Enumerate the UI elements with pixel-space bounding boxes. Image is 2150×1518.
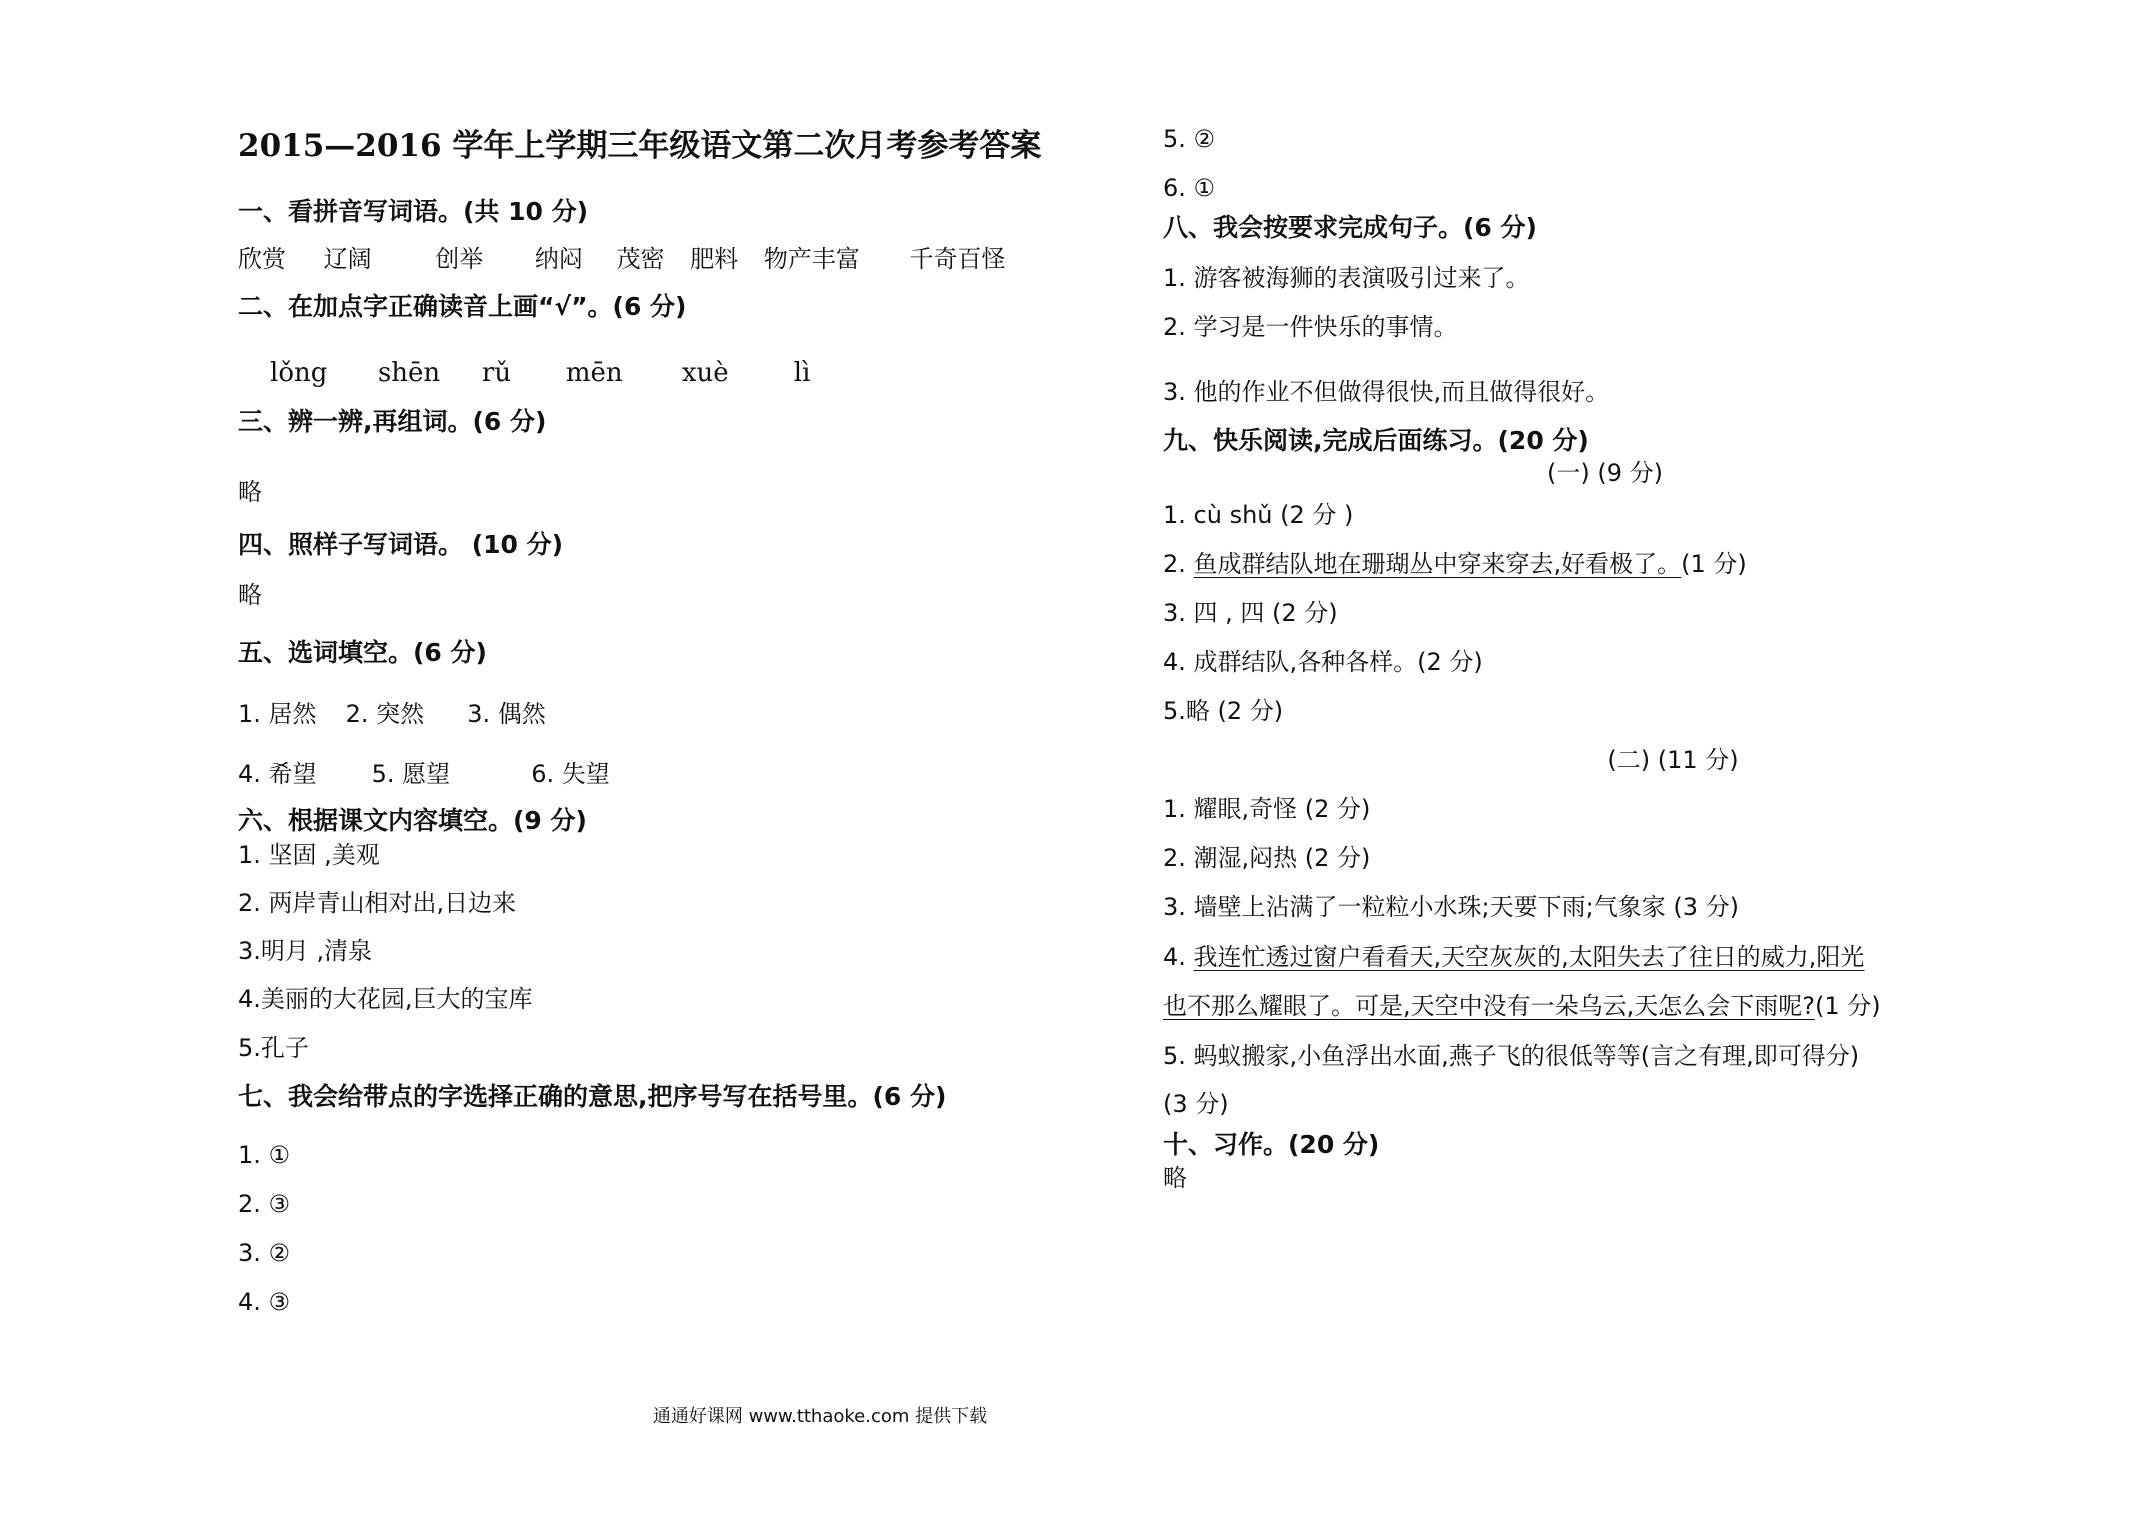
section-6-heading: 六、根据课文内容填空。(9 分) — [238, 806, 587, 835]
section-6-item-5: 5.孔子 — [238, 1034, 309, 1062]
section-1-words — [238, 244, 1005, 274]
section-7-item-2: 2. ③ — [238, 1190, 291, 1218]
reading-1-item-5: 5.略 (2 分) — [1163, 697, 1284, 725]
pinyin-1: lǒng — [270, 358, 328, 388]
section-3-answer: 略 — [238, 478, 262, 506]
reading-2-item-5-line-1: 5. 蚂蚁搬家,小鱼浮出水面,燕子飞的很低等等(言之有理,即可得分) — [1163, 1042, 1860, 1070]
section-1-heading: 一、看拼音写词语。(共 10 分) — [238, 197, 589, 226]
section-6-item-3: 3.明月 ,清泉 — [238, 937, 373, 965]
reading-2-item-1: 1. 耀眼,奇怪 (2 分) — [1163, 795, 1371, 823]
pinyin-6: lì — [793, 358, 811, 388]
section-5-heading: 五、选词填空。(6 分) — [238, 638, 487, 667]
reading-2-item-4-line-2 — [1163, 991, 1881, 1021]
section-2-heading: 二、在加点字正确读音上画“√”。(6 分) — [238, 292, 687, 321]
choice-1: 1. 居然 — [238, 700, 317, 728]
section-5-row-2 — [238, 759, 610, 789]
section-8-item-2: 2. 学习是一件快乐的事情。 — [1163, 313, 1458, 341]
section-6-item-4: 4.美丽的大花园,巨大的宝库 — [238, 985, 533, 1013]
reading-part-2-label: (二) (11 分) — [1607, 746, 1739, 774]
reading-2-item-4-line-1 — [1163, 942, 1864, 972]
reading-part-1-label: (一) (9 分) — [1547, 459, 1663, 487]
section-6-item-1: 1. 坚固 ,美观 — [238, 841, 380, 869]
section-4-answer: 略 — [238, 581, 262, 609]
section-10-heading: 十、习作。(20 分) — [1163, 1130, 1380, 1159]
page-title: 2015—2016 学年上学期三年级语文第二次月考参考答案 — [238, 128, 1042, 164]
section-9-heading: 九、快乐阅读,完成后面练习。(20 分) — [1163, 426, 1589, 455]
footer-credit: 通通好课网 www.tthaoke.com 提供下载 — [652, 1406, 988, 1427]
section-7-heading: 七、我会给带点的字选择正确的意思,把序号写在括号里。(6 分) — [238, 1082, 947, 1111]
reading-1-item-2-underlined: 鱼成群结队地在珊瑚丛中穿来穿去,好看极了。 — [1193, 550, 1682, 578]
section-7-item-1: 1. ① — [238, 1141, 291, 1169]
word-7: 物产丰富 — [763, 245, 860, 273]
choice-4: 4. 希望 — [238, 760, 317, 788]
section-6-item-2: 2. 两岸青山相对出,日边来 — [238, 889, 517, 917]
word-1: 欣赏 — [238, 245, 286, 273]
reading-2-item-5-line-2: (3 分) — [1163, 1090, 1229, 1118]
choice-6: 6. 失望 — [531, 760, 610, 788]
pinyin-5: xuè — [681, 358, 729, 388]
pinyin-4: mēn — [565, 358, 623, 388]
section-3-heading: 三、辨一辨,再组词。(6 分) — [238, 407, 547, 436]
pinyin-2: shēn — [377, 358, 441, 388]
word-3: 创举 — [435, 245, 484, 273]
reading-2-item-4-prefix: 4. — [1163, 943, 1194, 971]
reading-2-item-2: 2. 潮湿,闷热 (2 分) — [1163, 844, 1371, 872]
section-10-answer: 略 — [1163, 1164, 1187, 1192]
reading-1-item-2-prefix: 2. — [1163, 550, 1194, 578]
reading-2-item-3: 3. 墙壁上沾满了一粒粒小水珠;天要下雨;气象家 (3 分) — [1163, 893, 1739, 921]
word-8: 千奇百怪 — [909, 245, 1006, 273]
reading-1-item-2 — [1163, 549, 1747, 579]
reading-2-item-4-underlined-a: 我连忙透过窗户看看天,天空灰灰的,太阳失去了往日的威力,阳光 — [1193, 943, 1865, 971]
word-2: 辽阔 — [323, 245, 372, 273]
section-4-heading: 四、照样子写词语。 (10 分) — [238, 530, 564, 559]
section-5-row-1 — [238, 699, 546, 729]
reading-2-item-4-suffix: (1 分) — [1815, 992, 1881, 1020]
section-7-item-5: 5. ② — [1163, 125, 1216, 153]
word-4: 纳闷 — [534, 245, 583, 273]
word-6: 肥料 — [690, 245, 739, 273]
section-7-item-6: 6. ① — [1163, 174, 1216, 202]
section-7-item-3: 3. ② — [238, 1239, 291, 1267]
section-2-pinyin — [270, 358, 810, 388]
section-7-item-4: 4. ③ — [238, 1288, 291, 1316]
reading-1-item-3: 3. 四 , 四 (2 分) — [1163, 599, 1338, 627]
reading-2-item-4-underlined-b: 也不那么耀眼了。可是,天空中没有一朵乌云,天怎么会下雨呢? — [1163, 992, 1815, 1020]
section-8-item-1: 1. 游客被海狮的表演吸引过来了。 — [1163, 264, 1530, 292]
choice-2: 2. 突然 — [345, 700, 425, 728]
choice-3: 3. 偶然 — [467, 700, 546, 728]
reading-1-item-1: 1. cù shǔ (2 分 ) — [1163, 501, 1354, 529]
choice-5: 5. 愿望 — [371, 760, 451, 788]
reading-1-item-4: 4. 成群结队,各种各样。(2 分) — [1163, 648, 1483, 676]
reading-1-item-2-suffix: (1 分) — [1681, 550, 1747, 578]
word-5: 茂密 — [616, 245, 665, 273]
section-8-item-3: 3. 他的作业不但做得很快,而且做得很好。 — [1163, 378, 1610, 406]
pinyin-3: rǔ — [481, 358, 512, 388]
section-8-heading: 八、我会按要求完成句子。(6 分) — [1163, 213, 1537, 242]
